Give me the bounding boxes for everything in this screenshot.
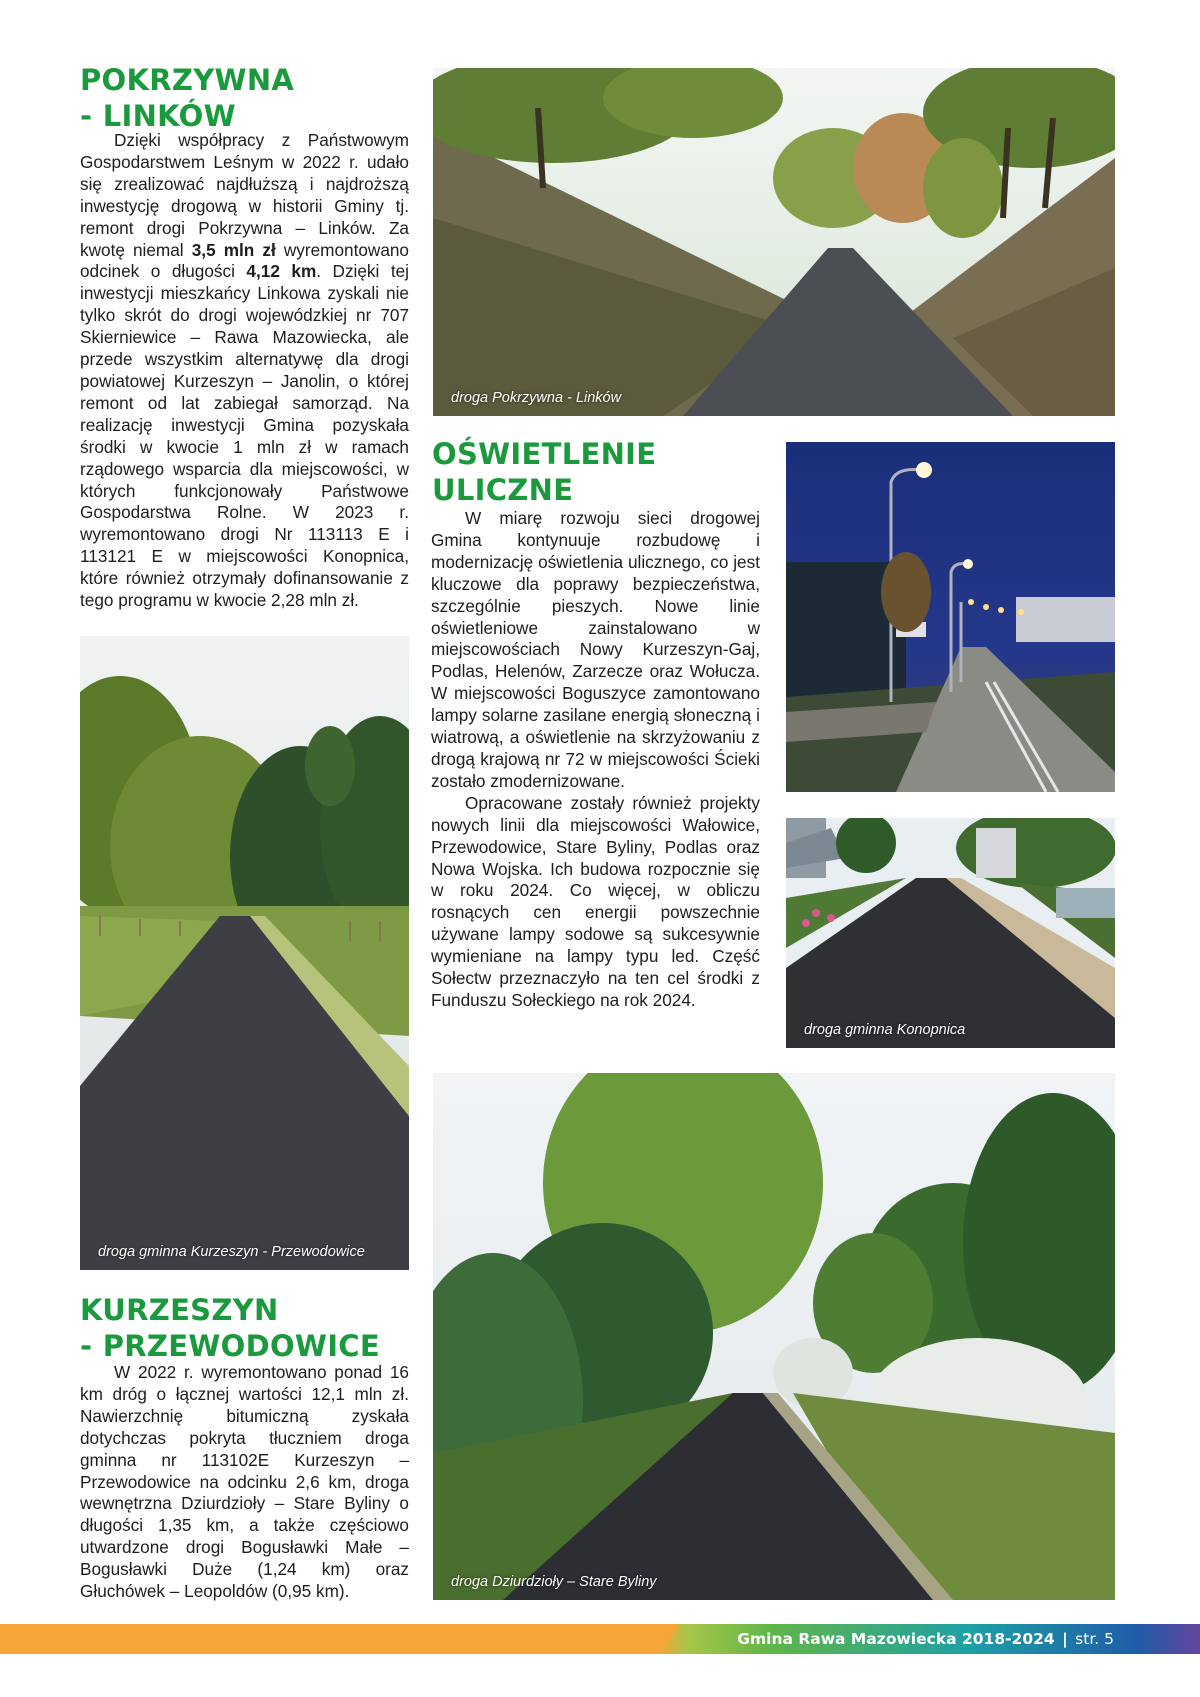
photo-caption: droga gminna Kurzeszyn - Przewodowice [98,1244,365,1260]
heading-line: ULICZNE [432,473,574,507]
photo-konopnica-road [786,818,1115,1048]
photo-pokrzywna-road [433,68,1115,416]
text-run: wyremontowano odcinek o długości [80,239,409,282]
highlight-length: 4,12 km [246,261,317,282]
heading-line: - PRZEWODOWICE [80,1329,380,1363]
photo-caption: droga Pokrzywna - Linków [451,390,622,406]
photo-caption: droga Dziurdzioły – Stare Byliny [451,1574,657,1590]
highlight-amount: 3,5 mln zł [191,239,276,260]
section-heading-kurzeszyn [80,1292,420,1364]
heading-line: OŚWIETLENIE [432,437,657,471]
photo-kurzeszyn-road [80,636,409,1270]
road-photo-illustration [433,68,1115,416]
page-footer [0,1624,1200,1654]
photo-street-lighting [786,442,1115,792]
paragraph: W miarę rozwoju sieci drogowej Gmina kontynuuje rozbudowę i modernizację oświetlenia ulicznego, co jest kluczowe dla poprawy bezpieczeństwa, szczególnie pieszych. Nowe linie oświetleniowe zainstalowano w miejscowościach Nowy Kurzeszyn-Gaj, Podlas, Helenów, Zarzecze oraz Wołucza. W miejscowości Boguszyce zamontowano lampy solarne zasilane energią słoneczną i wiatrową, a oświetlenie na skrzyżowaniu z drogą krajową nr 72 w miejscowości Ścieki zostało zmodernizowane. [431,508,760,791]
footer-title: Gmina Rawa Mazowiecka 2018-2024 [737,1630,1055,1648]
forest-road-illustration [80,636,409,1270]
heading-line: POKRZYWNA [80,63,295,97]
footer-text [737,1630,1114,1648]
photo-caption: droga gminna Konopnica [804,1022,966,1038]
green-road-illustration [433,1073,1115,1600]
paragraph: W 2022 r. wyremontowano ponad 16 km dróg o łącznej wartości 12,1 mln zł. Nawierzchnię bitumiczną zyskała dotychczas pokryta tłuczniem droga gminna nr 113102E Kurzeszyn – Przewodowice na odcinku 2,6 km, droga wewnętrzna Dziurdzioły – Stare Byliny o długości 1,35 km, a także częściowo utwardzone drogi Bogusławki Małe – Bogusławki Duże (1,24 km) oraz Głuchówek – Leopoldów (0,95 km). [80,1362,409,1602]
text-run: . Dzięki tej inwestycji mieszkańcy Linkowa zyskali nie tylko skrót do drogi wojewódzkiej nr 707 Skierniewice – Rawa Mazowiecka, ale przede wszystkim alternatywę dla drogi powiatowej Kurzeszyn – Janolin, o której remont od lat zabiegał samorząd. Na realizację inwestycji Gmina pozyskała środki w kwocie 1 mln zł w ramach rządowego wsparcia dla miejscowości, w których funkcjonowały Państwowe Gospodarstwa Rolne. W 2023 r. wyremontowano drogi Nr 113113 E i 113121 E w miejscowości Konopnica, które również otrzymały dofinansowanie z tego programu w kwocie 2,28 mln zł. [80,261,409,611]
night-road-illustration [786,442,1115,792]
heading-line: KURZESZYN [80,1293,279,1327]
footer-separator: | [1062,1630,1068,1648]
village-road-illustration [786,818,1115,1048]
text-run: Dzięki współpracy z Państwowym Gospodarstwem Leśnym w 2022 r. udało się zrealizować najdłuższą i najdroższą inwestycję drogową w historii Gminy tj. remont drogi Pokrzywna – Linków. Za kwotę niemal [80,130,409,260]
article-text-pokrzywna [80,130,409,612]
heading-line: - LINKÓW [80,99,236,133]
page-number: str. 5 [1075,1630,1114,1648]
article-text-lighting [431,508,760,1012]
paragraph: Opracowane zostały również projekty nowych linii dla miejscowości Wałowice, Przewodowice, Stare Byliny, Podlas oraz Nowa Wojska. Ich budowa rozpocznie się w roku 2024. Co więcej, w obliczu rosnących cen energii powszechnie używane lampy sodowe są sukcesywnie wymieniane na lampy typu led. Część Sołectw przeznaczyło na ten cel środki z Funduszu Sołeckiego na rok 2024. [431,792,760,1010]
section-heading-lighting [432,436,732,508]
article-text-kurzeszyn [80,1362,409,1603]
photo-dziurdzioly-road [433,1073,1115,1600]
section-heading-pokrzywna [80,62,420,134]
paragraph [80,130,409,612]
